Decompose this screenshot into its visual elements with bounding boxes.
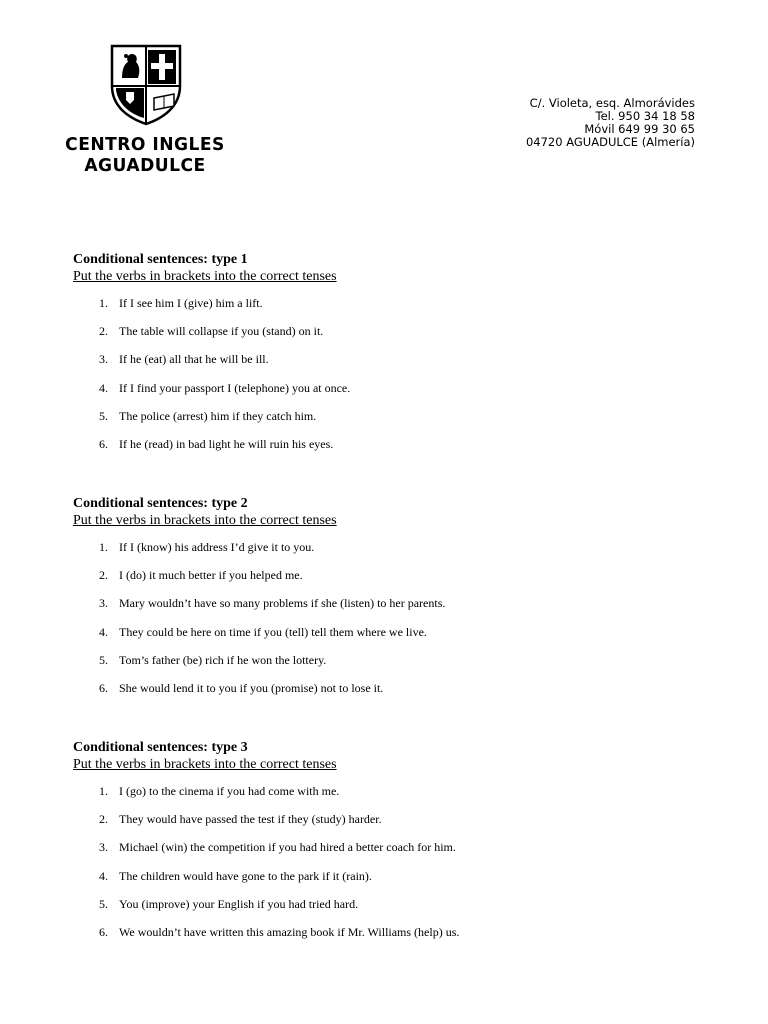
- exercise-number: 6.: [99, 436, 108, 451]
- exercise-text: The police (arrest) him if they catch him.: [119, 408, 317, 423]
- exercise-item: [73, 539, 713, 567]
- section-type-2: [73, 495, 713, 708]
- exercise-text: The table will collapse if you (stand) on it.: [119, 324, 324, 339]
- exercise-item: [73, 436, 713, 464]
- exercise-text: If I see him I (give) him a lift.: [119, 296, 263, 310]
- exercise-text: If I (know) his address I’d give it to you.: [119, 540, 315, 554]
- exercise-list: [73, 783, 713, 952]
- exercise-number: 1.: [99, 296, 108, 310]
- exercise-number: 3.: [99, 840, 108, 855]
- exercise-text: The children would have gone to the park if it (rain).: [119, 868, 372, 883]
- exercise-number: 1.: [99, 784, 108, 798]
- exercise-text: Michael (win) the competition if you had hired a better coach for him.: [119, 840, 456, 855]
- section-instructions: Put the verbs in brackets into the correct tenses: [73, 513, 337, 528]
- exercise-number: 4.: [99, 380, 108, 395]
- exercise-item: [73, 811, 713, 839]
- exercise-number: 4.: [99, 868, 108, 883]
- school-name-line1: CENTRO INGLES: [65, 134, 225, 155]
- school-name-line2: AGUADULCE: [84, 155, 206, 176]
- exercise-text: They would have passed the test if they (study) harder.: [119, 812, 382, 827]
- address-mobile: Móvil 649 99 30 65: [584, 122, 695, 136]
- exercise-item: [73, 351, 713, 379]
- exercise-item: [73, 868, 713, 896]
- exercise-text: If he (eat) all that he will be ill.: [119, 352, 269, 367]
- exercise-text: If he (read) in bad light he will ruin his eyes.: [119, 436, 334, 451]
- exercise-text: I (do) it much better if you helped me.: [119, 568, 303, 583]
- school-crest-icon: [108, 40, 184, 126]
- section-instructions: Put the verbs in brackets into the correct tenses: [73, 757, 337, 772]
- exercise-number: 4.: [99, 624, 108, 639]
- exercise-number: 2.: [99, 812, 108, 827]
- exercise-item: [73, 295, 713, 323]
- exercise-number: 5.: [99, 652, 108, 667]
- exercise-text: I (go) to the cinema if you had come with me.: [119, 784, 340, 798]
- exercise-number: 5.: [99, 896, 108, 911]
- exercise-number: 2.: [99, 324, 108, 339]
- exercise-number: 6.: [99, 680, 108, 695]
- exercise-item: [73, 408, 713, 436]
- address-postcode: 04720 AGUADULCE (Almería): [525, 135, 695, 149]
- exercise-item: [73, 567, 713, 595]
- exercise-item: [73, 783, 713, 811]
- exercise-text: Mary wouldn’t have so many problems if she (listen) to her parents.: [119, 596, 446, 611]
- exercise-item: [73, 380, 713, 408]
- exercise-item: [73, 680, 713, 708]
- school-name: [64, 134, 226, 176]
- exercise-number: 2.: [99, 568, 108, 583]
- exercise-text: They could be here on time if you (tell) tell them where we live.: [119, 624, 427, 639]
- exercise-text: You (improve) your English if you had tried hard.: [119, 896, 359, 911]
- exercise-item: [73, 624, 713, 652]
- exercise-text: She would lend it to you if you (promise) not to lose it.: [119, 680, 384, 695]
- exercise-item: [73, 595, 713, 623]
- exercise-item: [73, 896, 713, 924]
- section-instructions: Put the verbs in brackets into the correct tenses: [73, 269, 337, 284]
- school-address: [526, 97, 695, 149]
- exercise-item: [73, 839, 713, 867]
- exercise-text: If I find your passport I (telephone) you at once.: [119, 380, 351, 395]
- exercise-number: 5.: [99, 408, 108, 423]
- address-phone: Tel. 950 34 18 58: [595, 109, 695, 123]
- exercise-number: 1.: [99, 540, 108, 554]
- address-street: C/. Violeta, esq. Almorávides: [529, 96, 695, 110]
- exercise-text: Tom’s father (be) rich if he won the lottery.: [119, 652, 327, 667]
- section-type-3: [73, 739, 713, 952]
- exercise-number: 3.: [99, 352, 108, 367]
- exercise-item: [73, 924, 713, 952]
- exercise-list: [73, 295, 713, 464]
- exercise-number: 6.: [99, 924, 108, 939]
- section-type-1: [73, 251, 713, 464]
- section-title: Conditional sentences: type 2: [73, 496, 248, 511]
- exercise-text: We wouldn’t have written this amazing book if Mr. Williams (help) us.: [119, 924, 460, 939]
- exercise-item: [73, 652, 713, 680]
- exercise-list: [73, 539, 713, 708]
- section-title: Conditional sentences: type 1: [73, 252, 248, 267]
- exercise-number: 3.: [99, 596, 108, 611]
- exercise-item: [73, 323, 713, 351]
- section-title: Conditional sentences: type 3: [73, 740, 248, 755]
